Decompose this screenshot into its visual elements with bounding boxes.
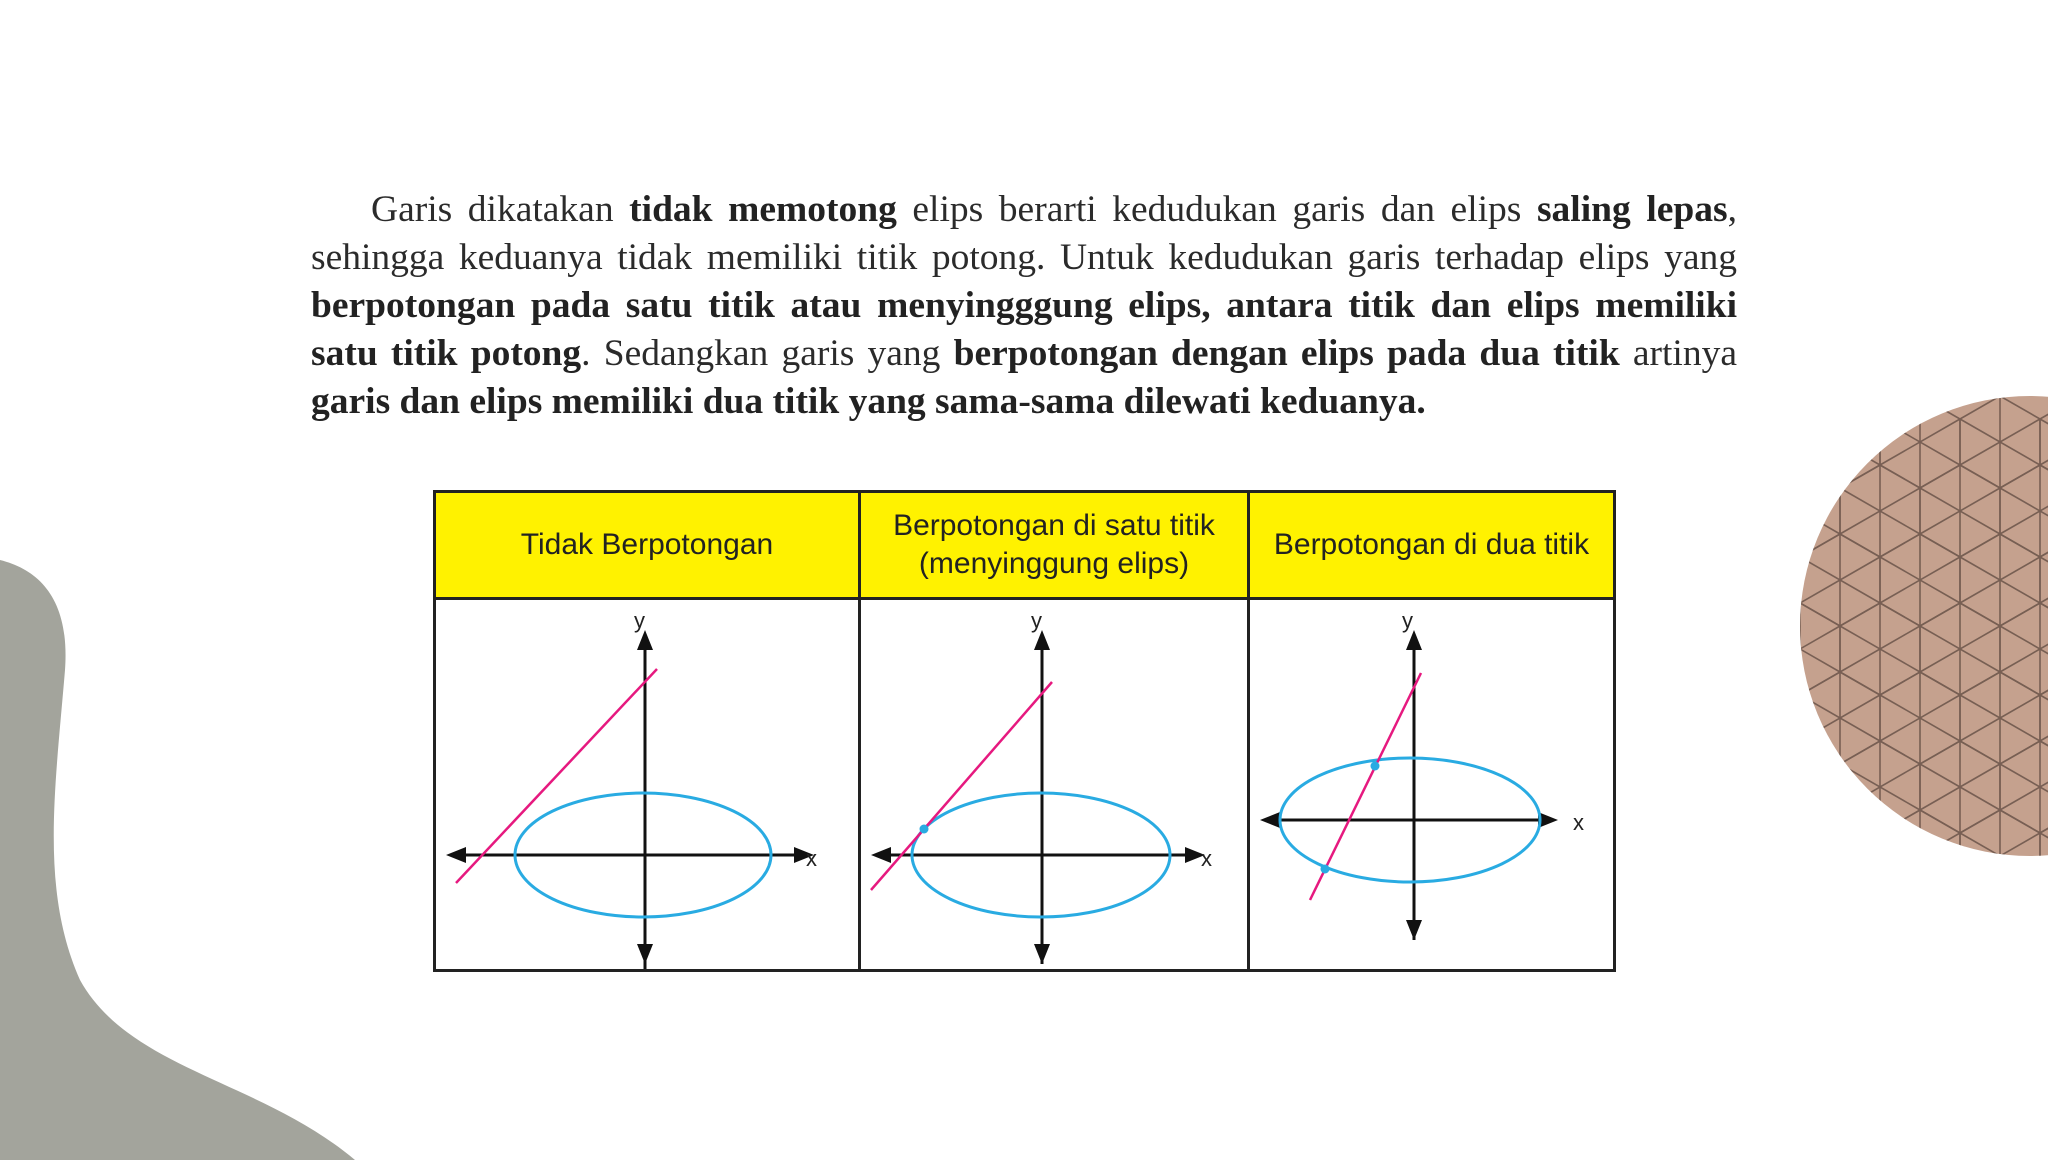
graph-two-intersections [1250,600,1613,969]
line [456,669,657,883]
text-segment: . Sedangkan garis yang [581,333,954,374]
x-axis-label: x [806,846,817,871]
intersection-point-lower [1321,865,1330,874]
text-emphasis: berpotongan pada satu titik atau menyingggung elips, antara titik dan elips memiliki satu titik potong [311,285,1737,374]
ellipse-line-position-table [433,490,1616,972]
y-axis-label: y [1031,608,1042,633]
header-label: Berpotongan di satu titik [893,509,1215,542]
y-axis-label: y [1402,608,1413,633]
y-axis-arrow-up [637,630,653,650]
text-segment: artinya [1619,333,1737,374]
text-segment: Garis dikatakan [371,189,630,230]
text-segment: elips berarti kedudukan garis dan elips [896,189,1537,230]
header-two-intersections [1250,493,1613,600]
x-axis-arrow-left [871,847,891,863]
header-label: Berpotongan di dua titik [1273,528,1590,561]
text-emphasis: tidak memotong [629,189,897,230]
diagram-no-intersection [436,600,858,969]
y-axis-arrow-up [1034,630,1050,650]
header-sublabel: (menyinggung elips) [918,547,1190,580]
intersection-point-upper [1371,762,1380,771]
header-no-intersection [436,493,861,600]
diagram-two-intersections [1250,600,1613,969]
text-emphasis: berpotongan dengan elips pada dua titik [953,333,1620,374]
y-axis-arrow-down [637,944,653,964]
y-axis-arrow-up [1406,630,1422,650]
x-axis-label: x [1201,846,1212,871]
x-axis-arrow-left [1260,812,1280,828]
header-one-intersection [861,493,1250,600]
graph-no-intersection [436,600,861,969]
tangent-point [920,825,929,834]
y-axis-label: y [634,608,645,633]
diagram-one-intersection [861,600,1247,969]
decorative-pattern-circle [1800,396,2048,856]
graph-one-intersection [861,600,1250,969]
text-emphasis: garis dan elips memiliki dua titik yang sama-sama dilewati keduanya. [311,381,1426,422]
y-axis-arrow-down [1034,944,1050,964]
text-emphasis: saling lepas [1536,189,1728,230]
explanation-paragraph [311,186,1737,426]
text-segment: , sehingga keduanya tidak memiliki titik potong. Untuk kedudukan garis terhadap elips yang [311,189,1737,278]
x-axis-label: x [1573,810,1584,835]
y-axis-arrow-down [1406,920,1422,940]
header-label: Tidak Berpotongan [520,528,774,561]
decorative-blob [0,560,380,1160]
x-axis-arrow-left [446,847,466,863]
line [871,682,1052,890]
